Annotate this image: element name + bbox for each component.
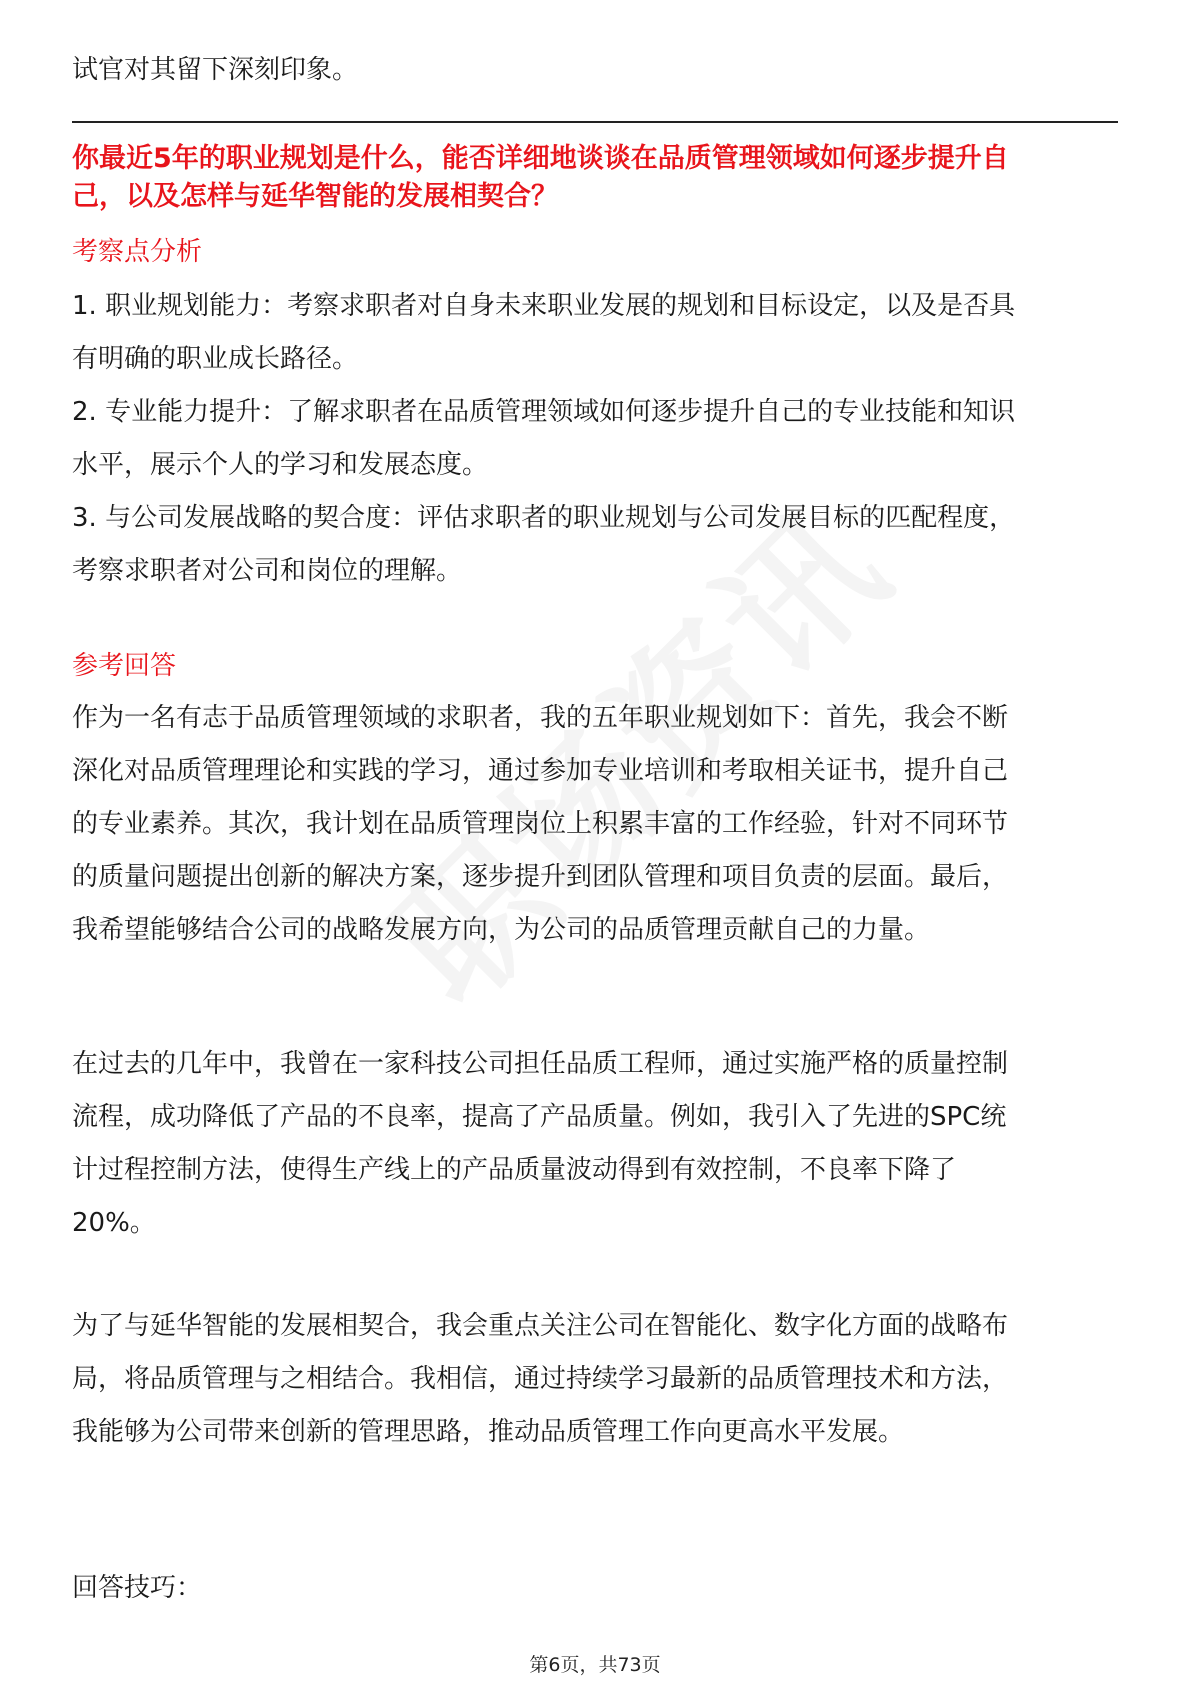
answer-line: 我能够为公司带来创新的管理思路，推动品质管理工作向更高水平发展。: [72, 1417, 905, 1447]
analysis-line: 考察求职者对公司和岗位的理解。: [72, 556, 463, 586]
answer-line: 局，将品质管理与之相结合。我相信，通过持续学习最新的品质管理技术和方法，: [72, 1364, 1009, 1394]
analysis-line: 1. 职业规划能力：考察求职者对自身未来职业发展的规划和目标设定，以及是否具: [72, 291, 1016, 321]
page-number-footer: 第6页，共73页: [529, 1654, 661, 1676]
section-divider: [72, 121, 1118, 123]
analysis-heading: 考察点分析: [72, 237, 203, 267]
question-line: 己，以及怎样与延华智能的发展相契合？: [72, 181, 558, 212]
tips-heading: 回答技巧：: [72, 1573, 203, 1603]
answer-paragraph-2: [72, 1038, 1118, 1250]
analysis-list: [72, 280, 1118, 598]
answer-line: 流程，成功降低了产品的不良率，提高了产品质量。例如，我引入了先进的SPC统: [72, 1102, 1007, 1132]
answer-line: 20%。: [72, 1208, 156, 1238]
answer-line: 深化对品质管理理论和实践的学习，通过参加专业培训和考取相关证书，提升自己: [72, 756, 1009, 786]
answer-line: 的专业素养。其次，我计划在品质管理岗位上积累丰富的工作经验，针对不同环节: [72, 809, 1009, 839]
answer-paragraph-1: [72, 692, 1118, 957]
analysis-line: 2. 专业能力提升：了解求职者在品质管理领域如何逐步提升自己的专业技能和知识: [72, 397, 1016, 427]
answer-line: 计过程控制方法，使得生产线上的产品质量波动得到有效控制，不良率下降了: [72, 1155, 957, 1185]
answer-line: 我希望能够结合公司的战略发展方向，为公司的品质管理贡献自己的力量。: [72, 915, 931, 945]
previous-paragraph-tail: 试官对其留下深刻印象。: [72, 55, 359, 85]
answer-line: 为了与延华智能的发展相契合，我会重点关注公司在智能化、数字化方面的战略布: [72, 1311, 1009, 1341]
question-line: 你最近5年的职业规划是什么，能否详细地谈谈在品质管理领域如何逐步提升自: [72, 143, 1009, 174]
answer-line: 作为一名有志于品质管理领域的求职者，我的五年职业规划如下：首先，我会不断: [72, 703, 1009, 733]
question-heading: [72, 140, 1118, 216]
analysis-line: 有明确的职业成长路径。: [72, 344, 359, 374]
analysis-line: 水平，展示个人的学习和发展态度。: [72, 450, 489, 480]
analysis-line: 3. 与公司发展战略的契合度：评估求职者的职业规划与公司发展目标的匹配程度，: [72, 503, 1016, 533]
answer-paragraph-3: [72, 1300, 1118, 1459]
answer-heading: 参考回答: [72, 651, 177, 681]
answer-line: 在过去的几年中，我曾在一家科技公司担任品质工程师，通过实施严格的质量控制: [72, 1049, 1009, 1079]
answer-line: 的质量问题提出创新的解决方案，逐步提升到团队管理和项目负责的层面。最后，: [72, 862, 1009, 892]
